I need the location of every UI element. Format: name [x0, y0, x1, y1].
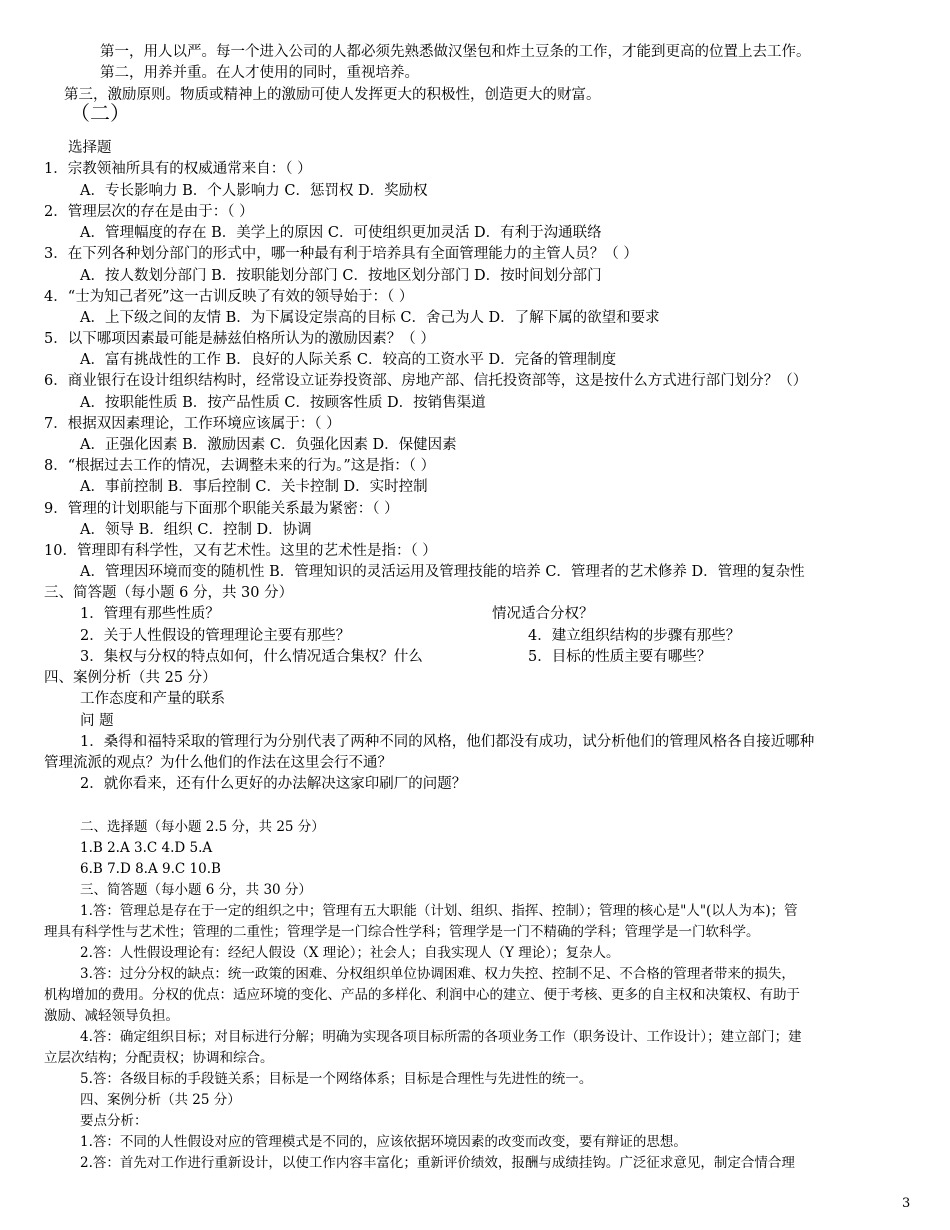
- question-2-options: A．管理幅度的存在 B．美学上的原因 C．可使组织更加灵活 D．有利于沟通联络: [80, 225, 602, 241]
- intro-paragraph-3: 第三，激励原则。物质或精神上的激励可使人发挥更大的积极性，创造更大的财富。: [64, 87, 601, 103]
- answer-1-line-1: 1.答：管理总是存在于一定的组织之中；管理有五大职能（计划、组织、指挥、控制）；管理的核心是"人"(以人为本)；管: [80, 903, 798, 919]
- question-6: 6．商业银行在设计组织结构时，经常设立证券投资部、房地产部、信托投资部等，这是按什么方式进行部门划分？（）: [44, 373, 808, 389]
- case-subtitle: 工作态度和产量的联系: [80, 691, 225, 707]
- question-9: 9．管理的计划职能与下面那个职能关系最为紧密：（ ）: [44, 501, 399, 517]
- answer-case-2: 2.答：首先对工作进行重新设计，以使工作内容丰富化；重新评价绩效，报酬与成绩挂钩。广泛征求意见，制定合情合理: [80, 1155, 795, 1171]
- intro-paragraph-2: 第二，用养并重。在人才使用的同时，重视培养。: [100, 65, 419, 81]
- question-6-options: A．按职能性质 B．按产品性质 C．按顾客性质 D．按销售渠道: [80, 395, 486, 411]
- question-4-options: A．上下级之间的友情 B．为下属设定崇高的目标 C．舍己为人 D．了解下属的欲望和要求: [80, 310, 660, 326]
- answer-5: 5.答：各级目标的手段链关系；目标是一个网络体系；目标是合理性与先进性的统一。: [80, 1071, 593, 1087]
- short-question-2: 2．关于人性假设的管理理论主要有那些？: [80, 628, 351, 644]
- intro-paragraph-1: 第一，用人以严。每一个进入公司的人都必须先熟悉做汉堡包和炸土豆条的工作，才能到更高的位置上去工作。: [100, 44, 811, 60]
- answer-3-line-2: 机构增加的费用。分权的优点：适应环境的变化、产品的多样化、利润中心的建立、便于考核、更多的自主权和决策权、有助于: [44, 987, 800, 1003]
- short-question-3: 3．集权与分权的特点如何，什么情况适合集权？什么: [80, 649, 423, 665]
- question-8-options: A．事前控制 B．事后控制 C．关卡控制 D．实时控制: [80, 479, 428, 495]
- question-1-options: A．专长影响力 B．个人影响力 C．惩罚权 D．奖励权: [80, 183, 428, 199]
- answer-case-1: 1.答：不同的人性假设对应的管理模式是不同的，应该依据环境因素的改变而改变，要有辩证的思想。: [80, 1134, 687, 1150]
- answer-4-line-1: 4.答：确定组织目标；对目标进行分解；明确为实现各项目标所需的各项业务工作（职务设计、工作设计）；建立部门；建: [80, 1029, 802, 1045]
- answer-choice-title: 二、选择题（每小题 2.5 分，共 25 分）: [80, 819, 325, 835]
- question-5-options: A．富有挑战性的工作 B．良好的人际关系 C．较高的工资水平 D．完备的管理制度: [80, 352, 617, 368]
- answer-4-line-2: 立层次结构；分配责权；协调和综合。: [44, 1050, 274, 1066]
- case-question-label: 问 题: [80, 713, 114, 729]
- answer-1-line-2: 理具有科学性与艺术性；管理的二重性；管理学是一门综合性学科；管理学是一门不精确的学科；管理学是一门软科学。: [44, 924, 760, 940]
- answer-choice-row-1: 1.B 2.A 3.C 4.D 5.A: [80, 840, 213, 856]
- question-3-options: A．按人数划分部门 B．按职能划分部门 C．按地区划分部门 D．按时间划分部门: [80, 268, 602, 284]
- answer-3-line-1: 3.答：过分分权的缺点：统一政策的困难、分权组织单位协调困难、权力失控、控制不足、不合格的管理者带来的损失，: [80, 966, 795, 982]
- answer-3-line-3: 激励、减轻领导负担。: [44, 1008, 179, 1024]
- choice-section-title: 选择题: [68, 140, 112, 156]
- case-question-1-line-2: 管理流派的观点？为什么他们的作法在这里会行不通？: [44, 755, 392, 771]
- page-number: 3: [902, 1196, 911, 1211]
- short-section-title: 三、简答题（每小题 6 分，共 30 分）: [44, 585, 294, 601]
- question-10: 10．管理即有科学性，又有艺术性。这里的艺术性是指：（ ）: [44, 543, 437, 559]
- question-9-options: A．领导 B．组织 C．控制 D．协调: [80, 522, 312, 538]
- short-question-5: 5．目标的性质主要有哪些？: [528, 649, 712, 665]
- question-2: 2．管理层次的存在是由于：（ ）: [44, 204, 254, 220]
- question-3: 3．在下列各种划分部门的形式中，哪一种最有利于培养具有全面管理能力的主管人员？（ ）: [44, 246, 638, 262]
- question-8: 8．“根据过去工作的情况，去调整未来的行为。”这是指：（ ）: [44, 458, 436, 474]
- short-question-3-continued: 情况适合分权？: [492, 606, 594, 622]
- case-question-1-line-1: 1．桑得和福特采取的管理行为分别代表了两种不同的风格，他们都没有成功，试分析他们的管理风格各自接近哪种: [80, 734, 815, 750]
- short-question-1: 1．管理有那些性质？: [80, 606, 220, 622]
- question-4: 4．“士为知己者死”这一古训反映了有效的领导始于：（ ）: [44, 289, 414, 305]
- answer-case-intro: 要点分析：: [80, 1113, 148, 1129]
- question-7-options: A．正强化因素 B．激励因素 C．负强化因素 D．保健因素: [80, 437, 457, 453]
- question-1: 1．宗教领袖所具有的权威通常来自：（ ）: [44, 161, 312, 177]
- case-question-2: 2．就你看来，还有什么更好的办法解决这家印刷厂的问题？: [80, 776, 467, 792]
- answer-choice-row-2: 6.B 7.D 8.A 9.C 10.B: [80, 861, 221, 877]
- question-10-options: A．管理因环境而变的随机性 B．管理知识的灵活运用及管理技能的培养 C．管理者的艺术修养 D．管理的复杂性: [80, 564, 805, 580]
- part-heading: （二）: [70, 101, 130, 125]
- case-section-title: 四、案例分析（共 25 分）: [44, 670, 217, 686]
- question-5: 5．以下哪项因素最可能是赫兹伯格所认为的激励因素？（ ）: [44, 331, 435, 347]
- answer-2: 2.答：人性假设理论有：经纪人假设（X 理论）；社会人；自我实现人（Y 理论）；复杂人。: [80, 945, 620, 961]
- answer-short-title: 三、简答题（每小题 6 分，共 30 分）: [80, 882, 312, 898]
- short-question-4: 4．建立组织结构的步骤有那些？: [528, 628, 741, 644]
- question-7: 7．根据双因素理论，工作环境应该属于：（ ）: [44, 416, 341, 432]
- answer-case-title: 四、案例分析（共 25 分）: [80, 1092, 241, 1108]
